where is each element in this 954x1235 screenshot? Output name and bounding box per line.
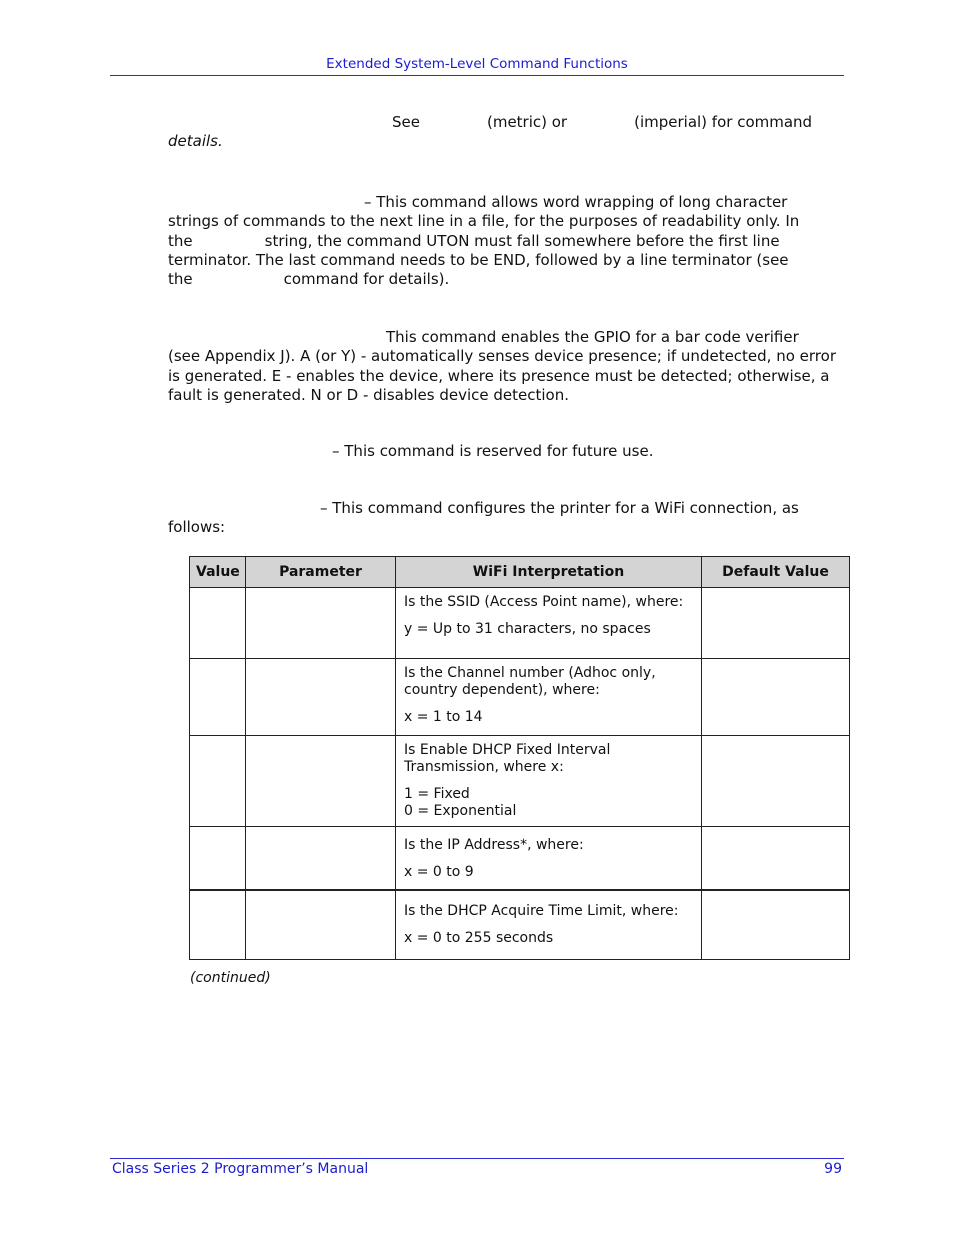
paragraph-gpio-verifier [168,328,838,405]
range-fixed: 1 = Fixed [404,786,470,802]
footer-manual-title: Class Series 2 Programmer’s Manual [112,1161,369,1177]
table-row [190,827,850,890]
word-wrap-line-5a: the [168,270,193,289]
value-cell [190,588,246,659]
interpretation-cell [396,659,702,736]
word-wrap-line-1: – This command allows word wrapping of long character [364,193,788,211]
table-row [190,890,850,960]
value-cell [190,659,246,736]
paragraph-word-wrap [168,193,838,289]
table-row [190,588,850,659]
column-header-wifi-interpretation: WiFi Interpretation [396,557,702,588]
value-cell [190,736,246,827]
word-wrap-line-3a: the [168,231,193,250]
default-cell [702,890,850,960]
reserved-text: – This command is reserved for future use. [332,442,654,460]
interpretation-range: x = 0 to 255 seconds [404,929,554,946]
gpio-line-1: This command enables the GPIO for a bar code verifier [386,328,799,346]
column-header-default-value: Default Value [702,557,850,588]
parameter-cell [246,827,396,890]
default-cell [702,827,850,890]
interpretation-text: Is the SSID (Access Point name), where: [404,594,684,610]
continued-note: (continued) [190,970,271,986]
interpretation-cell [396,890,702,960]
paragraph-wifi [168,499,838,538]
running-header: Extended System-Level Command Functions [326,56,628,72]
imperial-text: (imperial) for command [634,113,813,131]
interpretation-range: y = Up to 31 characters, no spaces [404,621,651,637]
default-cell [702,736,850,827]
parameter-cell [246,736,396,827]
column-header-value: Value [190,557,246,588]
interpretation-range: x = 0 to 9 [404,864,474,880]
range-exponential: 0 = Exponential [404,803,517,819]
interpretation-cell [396,827,702,890]
interpretation-cell [396,736,702,827]
interpretation-text: Is Enable DHCP Fixed Interval Transmission, where x: [404,742,611,775]
table-header-row [190,557,850,588]
interpretation-text: Is the Channel number (Adhoc only, country dependent), where: [404,665,656,698]
word-wrap-line-2: strings of commands to the next line in a file, for the purposes of readability only. In [168,212,800,231]
details-text: details. [168,132,223,151]
see-text: See [392,113,420,131]
interpretation-range [404,786,693,820]
interpretation-cell [396,588,702,659]
word-wrap-line-5b: command for details). [283,270,450,289]
gpio-rest: (see Appendix J). A (or Y) - automatically senses device presence; if undetected, no error is generated. E - enables the device, where its presence must be detected; otherwise, a fault is generated. N or D - disables device detection. [168,347,836,404]
default-cell [702,588,850,659]
paragraph-reserved [168,442,838,461]
wifi-parameters-table [189,556,850,960]
paragraph-format-reference [168,113,838,152]
header-rule [110,75,844,76]
interpretation-range: x = 1 to 14 [404,709,483,725]
word-wrap-line-4: terminator. The last command needs to be END, followed by a line terminator (see [168,250,789,269]
footer-rule [110,1158,844,1159]
parameter-cell [246,588,396,659]
parameter-cell [246,659,396,736]
page-number: 99 [824,1161,842,1177]
table-row [190,659,850,736]
interpretation-text: Is the IP Address*, where: [404,837,584,853]
word-wrap-line-3b: string, the command UTON must fall somewhere before the first line [264,231,780,250]
parameter-cell [246,890,396,960]
interpretation-text: Is the DHCP Acquire Time Limit, where: [404,902,679,919]
value-cell [190,827,246,890]
table-row [190,736,850,827]
column-header-parameter: Parameter [246,557,396,588]
metric-text: (metric) or [486,113,568,131]
wifi-line-2: follows: [168,518,226,537]
wifi-line-1: – This command configures the printer for a WiFi connection, as [320,499,799,517]
default-cell [702,659,850,736]
value-cell [190,890,246,960]
